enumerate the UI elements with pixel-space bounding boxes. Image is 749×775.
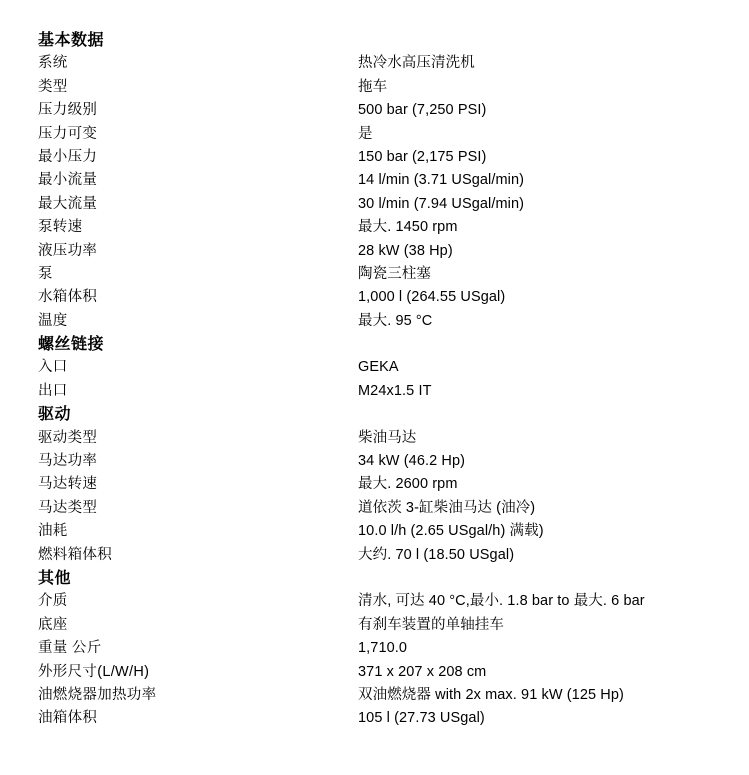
spec-row — [38, 52, 729, 75]
spec-sections — [38, 29, 729, 731]
section-title: 其他 — [38, 569, 72, 587]
spec-row — [38, 76, 729, 99]
spec-row — [38, 123, 729, 146]
spec-row — [38, 99, 729, 122]
spec-row-label: 油燃烧器加热功率 — [38, 686, 157, 703]
spec-row-value: 有刹车装置的单轴挂车 — [358, 616, 504, 633]
spec-row-label: 系统 — [38, 55, 68, 72]
section-title: 基本数据 — [38, 32, 105, 49]
spec-row — [38, 614, 729, 637]
spec-row-value: 最大. 2600 rpm — [358, 476, 458, 493]
spec-row — [38, 427, 729, 450]
spec-row-value: 大约. 70 l (18.50 USgal) — [358, 546, 515, 563]
spec-section — [38, 403, 729, 567]
spec-row-value: 最大. 95 °C — [358, 312, 433, 329]
spec-row — [38, 497, 729, 520]
spec-section — [38, 567, 729, 731]
spec-row — [38, 637, 729, 660]
spec-row — [38, 544, 729, 567]
spec-row — [38, 356, 729, 379]
spec-row-label: 液压功率 — [38, 242, 98, 259]
spec-row — [38, 473, 729, 496]
spec-row-label: 压力级别 — [38, 102, 98, 119]
spec-row-label: 泵转速 — [38, 219, 83, 236]
spec-row-label: 驱动类型 — [38, 429, 98, 446]
section-rows — [38, 427, 729, 567]
spec-row-value: GEKA — [358, 359, 399, 376]
spec-row-label: 马达转速 — [38, 476, 98, 493]
spec-row — [38, 263, 729, 286]
spec-row — [38, 146, 729, 169]
spec-row-label: 燃料箱体积 — [38, 546, 112, 563]
spec-row-label: 油箱体积 — [38, 710, 98, 727]
spec-row-value: 150 bar (2,175 PSI) — [358, 148, 487, 165]
section-rows — [38, 590, 729, 730]
spec-row — [38, 707, 729, 730]
spec-row-label: 外形尺寸(L/W/H) — [38, 663, 150, 680]
spec-row-value: 1,710.0 — [358, 640, 408, 657]
spec-row — [38, 286, 729, 309]
spec-row-value: 30 l/min (7.94 USgal/min) — [358, 195, 525, 212]
spec-row — [38, 520, 729, 543]
section-title: 螺丝链接 — [38, 336, 105, 354]
section-title: 驱动 — [38, 406, 72, 424]
spec-row-label: 出口 — [38, 382, 68, 399]
spec-row-label: 入口 — [38, 359, 68, 376]
spec-row — [38, 216, 729, 239]
spec-row — [38, 310, 729, 333]
spec-row-value: M24x1.5 IT — [358, 382, 432, 399]
spec-row-label: 水箱体积 — [38, 289, 98, 306]
spec-row-value: 14 l/min (3.71 USgal/min) — [358, 172, 525, 189]
spec-row — [38, 590, 729, 613]
spec-section — [38, 29, 729, 333]
spec-section — [38, 333, 729, 403]
spec-row-label: 重量 公斤 — [38, 640, 102, 657]
spec-row-value: 热冷水高压清洗机 — [358, 55, 475, 72]
spec-row-value: 34 kW (46.2 Hp) — [358, 453, 466, 470]
spec-row-label: 温度 — [38, 312, 68, 329]
spec-row — [38, 450, 729, 473]
spec-row-label: 介质 — [38, 593, 68, 610]
spec-row — [38, 240, 729, 263]
spec-row-value: 最大. 1450 rpm — [358, 219, 458, 236]
spec-row — [38, 684, 729, 707]
spec-row-label: 最大流量 — [38, 195, 98, 212]
spec-row — [38, 661, 729, 684]
spec-row-value: 清水, 可达 40 °C,最小. 1.8 bar to 最大. 6 bar — [358, 593, 645, 610]
spec-row-value: 柴油马达 — [358, 429, 417, 446]
spec-row-value: 拖车 — [358, 78, 388, 95]
spec-row-label: 压力可变 — [38, 125, 98, 142]
spec-row-label: 马达功率 — [38, 453, 98, 470]
spec-row-value: 105 l (27.73 USgal) — [358, 710, 485, 727]
spec-row-value: 道依茨 3-缸柴油马达 (油冷) — [358, 499, 536, 516]
spec-row-label: 泵 — [38, 265, 53, 282]
spec-row-label: 底座 — [38, 616, 68, 633]
spec-row-value: 28 kW (38 Hp) — [358, 242, 453, 259]
spec-row-label: 油耗 — [38, 523, 68, 540]
section-rows — [38, 356, 729, 403]
spec-row-label: 最小流量 — [38, 172, 98, 189]
spec-row-value: 500 bar (7,250 PSI) — [358, 102, 487, 119]
spec-row — [38, 169, 729, 192]
spec-row-value: 双油燃烧器 with 2x max. 91 kW (125 Hp) — [358, 686, 624, 703]
spec-row — [38, 380, 729, 403]
spec-row-label: 最小压力 — [38, 148, 98, 165]
spec-row-value: 是 — [358, 125, 373, 142]
spec-row-value: 10.0 l/h (2.65 USgal/h) 满载) — [358, 523, 544, 540]
spec-row-value: 陶瓷三柱塞 — [358, 265, 431, 282]
spec-row-value: 1,000 l (264.55 USgal) — [358, 289, 506, 306]
spec-row — [38, 193, 729, 216]
spec-row-label: 类型 — [38, 78, 68, 95]
spec-row-value: 371 x 207 x 208 cm — [358, 663, 487, 680]
spec-row-label: 马达类型 — [38, 499, 98, 516]
section-rows — [38, 52, 729, 333]
